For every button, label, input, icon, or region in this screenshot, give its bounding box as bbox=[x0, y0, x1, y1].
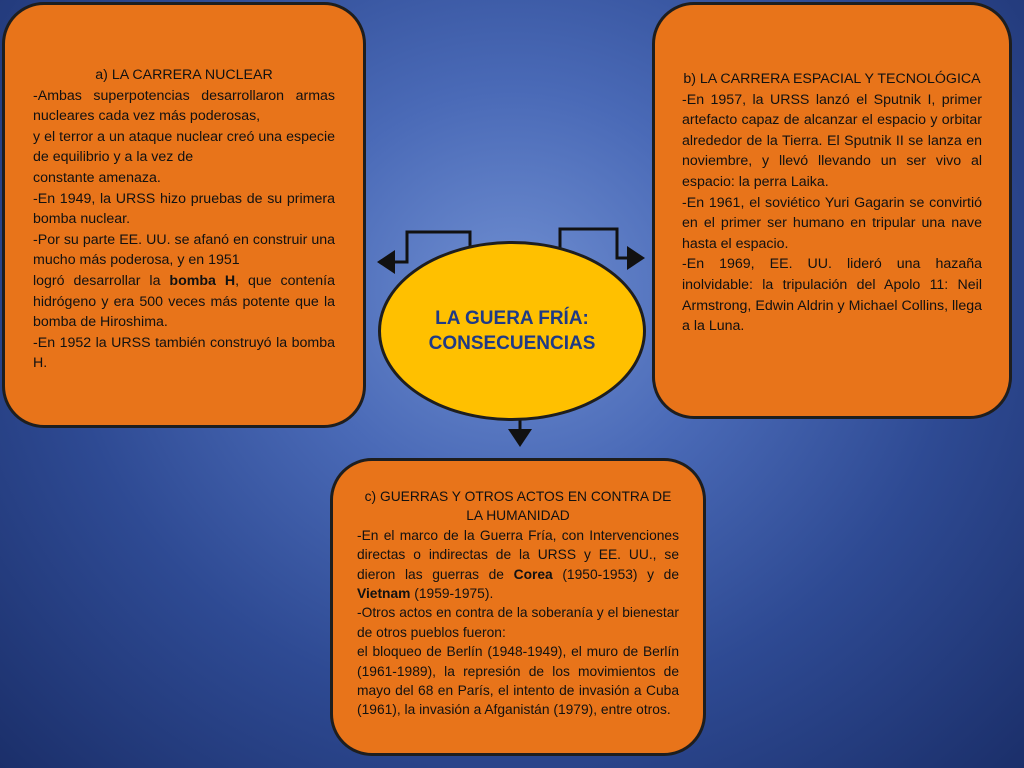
box-a-paragraph: -En 1952 la URSS también construyó la bomba H. bbox=[33, 334, 335, 372]
box-a-paragraph: -Por su parte EE. UU. se afanó en construir una mucho más poderosa, y en 1951 bbox=[33, 231, 335, 269]
box-carrera-nuclear bbox=[2, 2, 366, 428]
box-a-paragraph: logró desarrollar la bomba H, que contenía hidrógeno y era 500 veces más potente que la bomba de Hiroshima. bbox=[33, 272, 335, 331]
box-a-paragraph: y el terror a un ataque nuclear creó una especie de equilibrio y a la vez de bbox=[33, 128, 335, 166]
box-c-paragraph: -En el marco de la Guerra Fría, con Intervenciones directas o indirectas de la URSS y EE. UU., se dieron las guerras de Corea (1950-1953) y de Vietnam (1959-1975). bbox=[357, 527, 679, 602]
box-b-paragraph: -En 1957, la URSS lanzó el Sputnik I, primer artefacto capaz de alcanzar el espacio y orbitar alrededor de la Tierra. El Sputnik II se lanza en noviembre, y llevó llevando un ser vivo al espacio: la perra Laika. bbox=[682, 91, 982, 190]
bomba-h-bold: bomba H bbox=[169, 272, 236, 289]
vietnam-bold: Vietnam bbox=[357, 586, 411, 602]
center-title-line1: LA GUERA FRÍA: bbox=[435, 308, 589, 329]
box-c-paragraph: el bloqueo de Berlín (1948-1949), el muro de Berlín (1961-1989), la represión de los movimientos de mayo del 68 en París, el intento de invasión a Cuba (1961), la invasión a Afganistán (1979), entre otros. bbox=[357, 644, 679, 718]
box-a-paragraph: constante amenaza. bbox=[33, 169, 161, 186]
box-c-paragraph: -Otros actos en contra de la soberanía y el bienestar de otros pueblos fueron: bbox=[357, 605, 679, 640]
box-carrera-espacial bbox=[652, 2, 1012, 419]
box-a-title: a) LA CARRERA NUCLEAR bbox=[95, 67, 273, 83]
center-ellipse bbox=[378, 241, 646, 421]
box-b-paragraph: -En 1969, EE. UU. lideró una hazaña inolvidable: la tripulación del Apolo 11: Neil Armstrong, Edwin Aldrin y Michael Collins, llega a la Luna. bbox=[682, 256, 982, 335]
box-a-paragraph: -En 1949, la URSS hizo pruebas de su primera bomba nuclear. bbox=[33, 190, 335, 228]
box-b-title: b) LA CARRERA ESPACIAL Y TECNOLÓGICA bbox=[683, 71, 981, 87]
box-guerras bbox=[330, 458, 706, 756]
corea-bold: Corea bbox=[513, 566, 553, 582]
center-title-line2: CONSECUENCIAS bbox=[428, 333, 596, 354]
box-a-paragraph: -Ambas superpotencias desarrollaron armas nucleares cada vez más poderosas, bbox=[33, 87, 335, 125]
box-c-title: c) GUERRAS Y OTROS ACTOS EN CONTRA DE LA HUMANIDAD bbox=[364, 489, 672, 524]
box-b-paragraph: -En 1961, el soviético Yuri Gagarin se convirtió en el primer ser humano en tripular una nave hasta el espacio. bbox=[682, 194, 982, 252]
